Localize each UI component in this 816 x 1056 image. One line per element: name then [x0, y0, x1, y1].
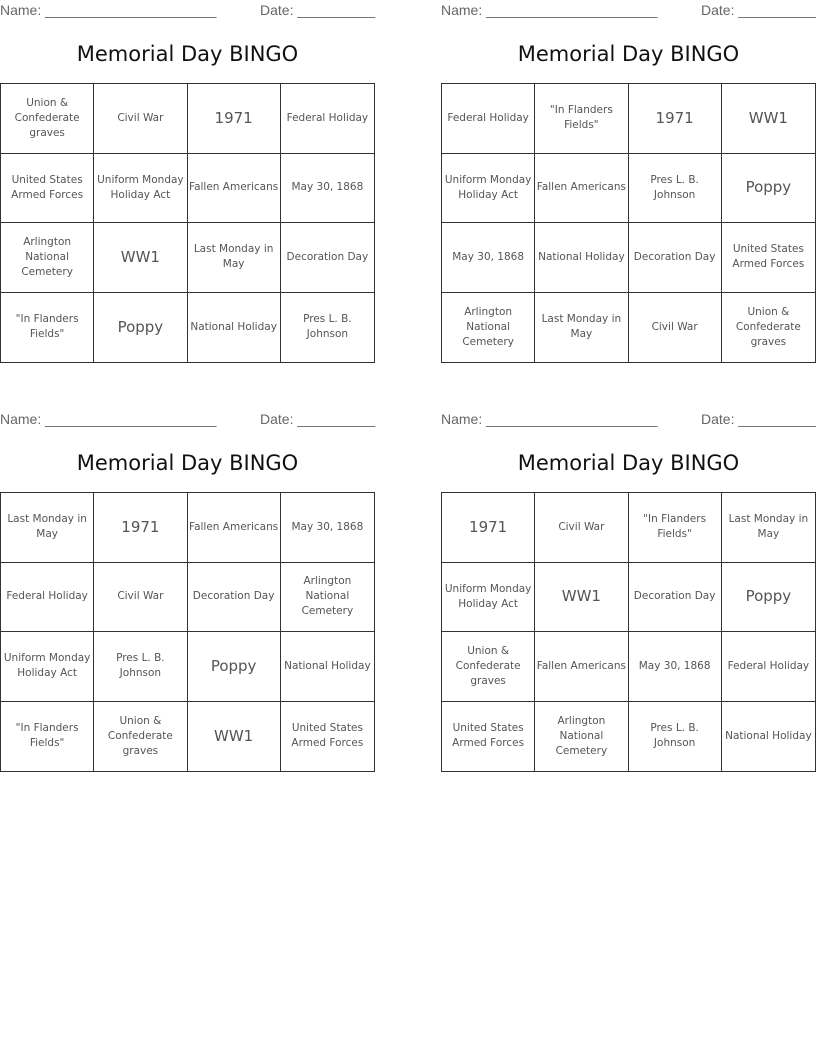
bingo-grid — [0, 83, 375, 363]
bingo-cell: Poppy — [188, 632, 281, 702]
bingo-cell: 1971 — [629, 84, 722, 154]
bingo-cell: Uniform Monday Holiday Act — [94, 154, 187, 224]
card-header — [441, 409, 816, 431]
bingo-cell: Civil War — [629, 293, 722, 363]
bingo-cell: "In Flanders Fields" — [1, 702, 94, 772]
bingo-grid — [441, 83, 816, 363]
bingo-cell: Poppy — [94, 293, 187, 363]
bingo-cell: Pres L. B. Johnson — [629, 154, 722, 224]
bingo-cell: Federal Holiday — [1, 563, 94, 633]
bingo-cell: Uniform Monday Holiday Act — [1, 632, 94, 702]
bingo-cell: Last Monday in May — [188, 223, 281, 293]
bingo-cell: Uniform Monday Holiday Act — [442, 154, 535, 224]
bingo-cell: May 30, 1868 — [281, 493, 374, 563]
name-field-label: Name: ______________________ — [0, 2, 217, 18]
bingo-cell: May 30, 1868 — [281, 154, 374, 224]
bingo-cell: Fallen Americans — [535, 632, 628, 702]
bingo-cell: "In Flanders Fields" — [535, 84, 628, 154]
bingo-cell: Decoration Day — [629, 223, 722, 293]
date-field-label: Date: __________ — [701, 2, 816, 18]
bingo-cell: Union & Confederate graves — [442, 632, 535, 702]
bingo-cell: National Holiday — [281, 632, 374, 702]
bingo-cell: United States Armed Forces — [442, 702, 535, 772]
bingo-cell: WW1 — [722, 84, 815, 154]
card-title: Memorial Day BINGO — [76, 42, 299, 66]
bingo-cell: Arlington National Cemetery — [442, 293, 535, 363]
bingo-cell: 1971 — [442, 493, 535, 563]
bingo-cell: United States Armed Forces — [722, 223, 815, 293]
bingo-card — [441, 0, 816, 348]
card-title: Memorial Day BINGO — [76, 451, 299, 475]
bingo-cell: Poppy — [722, 563, 815, 633]
bingo-cell: Decoration Day — [188, 563, 281, 633]
bingo-cell: Fallen Americans — [188, 493, 281, 563]
bingo-cell: WW1 — [188, 702, 281, 772]
bingo-cell: Fallen Americans — [188, 154, 281, 224]
card-header — [0, 409, 375, 431]
bingo-cell: "In Flanders Fields" — [1, 293, 94, 363]
bingo-cell: National Holiday — [188, 293, 281, 363]
bingo-cell: Union & Confederate graves — [1, 84, 94, 154]
bingo-cell: Pres L. B. Johnson — [629, 702, 722, 772]
bingo-cell: Pres L. B. Johnson — [303, 313, 352, 341]
bingo-cell: Uniform Monday Holiday Act — [442, 563, 535, 633]
name-field-label: Name: ______________________ — [441, 2, 658, 18]
bingo-card — [441, 409, 816, 757]
bingo-cell: United States Armed Forces — [291, 722, 364, 750]
bingo-cell: Last Monday in May — [535, 293, 628, 363]
bingo-cell: WW1 — [535, 563, 628, 633]
bingo-cell: WW1 — [94, 223, 187, 293]
bingo-cell: Union & Confederate graves — [94, 702, 187, 772]
name-field-label: Name: ______________________ — [0, 411, 217, 427]
bingo-cell: Last Monday in May — [1, 493, 94, 563]
bingo-cell: Poppy — [722, 154, 815, 224]
bingo-cell: Pres L. B. Johnson — [94, 632, 187, 702]
bingo-card — [0, 409, 376, 757]
bingo-cell: May 30, 1868 — [629, 632, 722, 702]
date-field-label: Date: __________ — [260, 411, 376, 427]
date-field-label: Date: __________ — [260, 2, 376, 18]
card-header — [441, 0, 816, 22]
bingo-cell: Civil War — [535, 493, 628, 563]
bingo-cell: Arlington National Cemetery — [1, 223, 94, 293]
bingo-cell: Arlington National Cemetery — [535, 702, 628, 772]
bingo-cell: May 30, 1868 — [442, 223, 535, 293]
bingo-cell: National Holiday — [535, 223, 628, 293]
bingo-cell: "In Flanders Fields" — [629, 493, 722, 563]
bingo-cell: Last Monday in May — [722, 493, 815, 563]
bingo-card — [0, 0, 376, 341]
bingo-grid — [0, 492, 375, 772]
bingo-cell: Decoration Day — [281, 223, 374, 293]
bingo-cell: Civil War — [94, 563, 187, 633]
card-title: Memorial Day BINGO — [517, 42, 740, 66]
bingo-cell: Federal Holiday — [281, 84, 374, 154]
bingo-cell: United States Armed Forces — [1, 154, 94, 224]
bingo-cell: Arlington National Cemetery — [281, 563, 374, 633]
bingo-cell: Decoration Day — [629, 563, 722, 633]
bingo-cell: 1971 — [188, 84, 281, 154]
bingo-cell: Fallen Americans — [535, 154, 628, 224]
bingo-cell: 1971 — [94, 493, 187, 563]
bingo-cell: Federal Holiday — [722, 632, 815, 702]
bingo-cell: Union & Confederate graves — [735, 305, 801, 348]
bingo-cell: Federal Holiday — [442, 84, 535, 154]
bingo-cell: Civil War — [94, 84, 187, 154]
card-title: Memorial Day BINGO — [517, 451, 740, 475]
card-header — [0, 0, 375, 22]
bingo-cell: National Holiday — [725, 729, 812, 742]
name-field-label: Name: ______________________ — [441, 411, 658, 427]
bingo-grid — [441, 492, 816, 772]
date-field-label: Date: __________ — [701, 411, 816, 427]
